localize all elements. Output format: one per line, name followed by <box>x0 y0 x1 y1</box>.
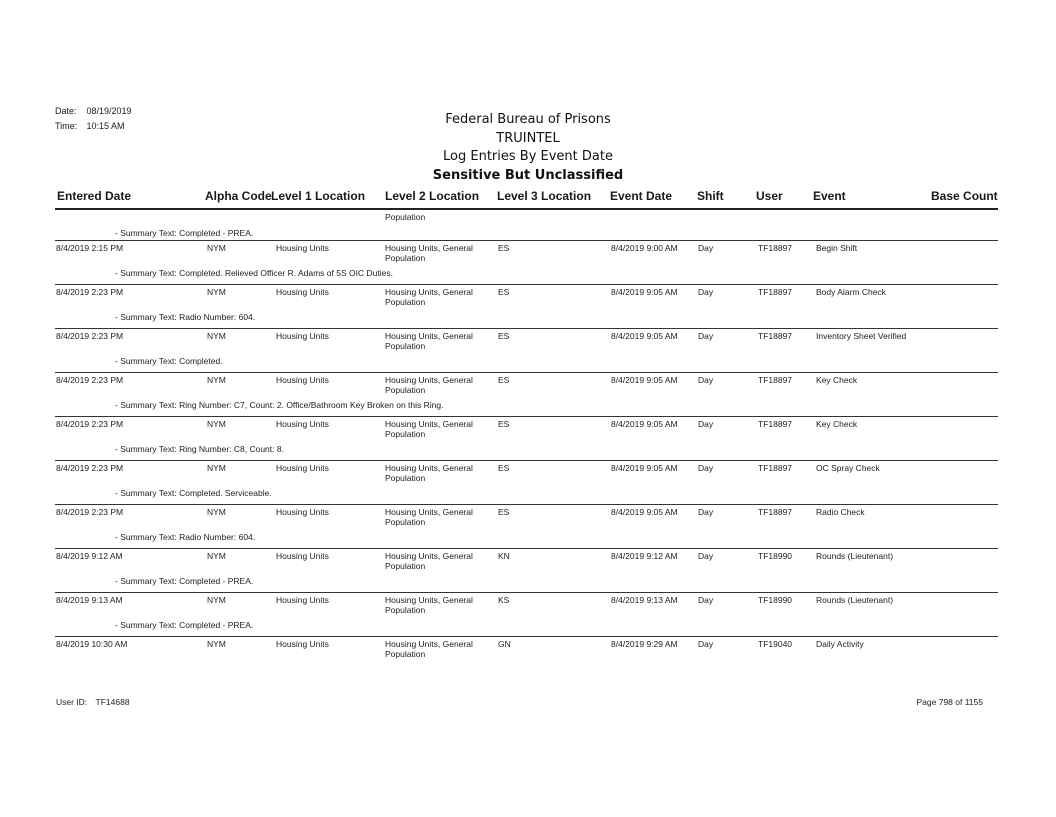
entered-date: 8/4/2019 2:23 PM <box>56 419 124 429</box>
level3-location: KN <box>498 551 510 561</box>
event-date: 8/4/2019 9:05 AM <box>611 287 678 297</box>
continued-summary: - Summary Text: Completed - PREA. <box>115 228 254 238</box>
row-divider <box>55 636 998 637</box>
level3-location: ES <box>498 419 510 429</box>
alpha-code: NYM <box>207 331 226 341</box>
date-value: 08/19/2019 <box>86 106 132 116</box>
event: Key Check <box>816 419 858 429</box>
user: TF18897 <box>758 463 793 473</box>
entered-date: 8/4/2019 2:15 PM <box>56 243 124 253</box>
level1-location: Housing Units <box>276 507 329 517</box>
alpha-code: NYM <box>207 243 226 253</box>
level2-location: Housing Units, General Population <box>385 507 473 527</box>
user: TF18897 <box>758 375 793 385</box>
entered-date: 8/4/2019 2:23 PM <box>56 331 124 341</box>
level3-location: ES <box>498 375 510 385</box>
footer-user <box>56 697 130 707</box>
shift: Day <box>698 287 714 297</box>
event-date: 8/4/2019 9:12 AM <box>611 551 678 561</box>
title-classification: Sensitive But Unclassified <box>432 167 624 183</box>
row-divider <box>55 328 998 329</box>
level1-location: Housing Units <box>276 463 329 473</box>
date-label: Date: <box>55 106 77 116</box>
summary-text: - Summary Text: Radio Number: 604. <box>115 532 256 542</box>
col-entered-date: Entered Date <box>57 189 132 203</box>
summary-text: - Summary Text: Completed. Serviceable. <box>115 488 272 498</box>
shift: Day <box>698 595 714 605</box>
level1-location: Housing Units <box>276 331 329 341</box>
level3-location: KS <box>498 595 510 605</box>
summary-text: - Summary Text: Completed. Relieved Officer R. Adams of 5S OIC Duties. <box>115 268 393 278</box>
alpha-code: NYM <box>207 639 226 649</box>
level1-location: Housing Units <box>276 639 329 649</box>
row-divider <box>55 592 998 593</box>
page-number: Page 798 of 1155 <box>916 697 983 707</box>
level2-location: Housing Units, General Population <box>385 419 473 439</box>
alpha-code: NYM <box>207 595 226 605</box>
level2-location: Housing Units, General Population <box>385 287 473 307</box>
level1-location: Housing Units <box>276 287 329 297</box>
row-divider <box>55 504 998 505</box>
footer-user-label: User ID: <box>56 697 88 707</box>
level1-location: Housing Units <box>276 243 329 253</box>
entered-date: 8/4/2019 2:23 PM <box>56 463 124 473</box>
alpha-code: NYM <box>207 551 226 561</box>
level3-location: ES <box>498 507 510 517</box>
level1-location: Housing Units <box>276 551 329 561</box>
level2-location: Housing Units, General Population <box>385 463 473 483</box>
event: Begin Shift <box>816 243 858 253</box>
level1-location: Housing Units <box>276 375 329 385</box>
continued-level2: Population <box>385 212 426 222</box>
col-level3: Level 3 Location <box>497 189 592 203</box>
time-label: Time: <box>55 121 78 131</box>
entered-date: 8/4/2019 2:23 PM <box>56 287 124 297</box>
entered-date: 8/4/2019 9:12 AM <box>56 551 123 561</box>
shift: Day <box>698 331 714 341</box>
shift: Day <box>698 463 714 473</box>
shift: Day <box>698 551 714 561</box>
event: Rounds (Lieutenant) <box>816 595 894 605</box>
time-value: 10:15 AM <box>86 121 125 131</box>
level2-location: Housing Units, General Population <box>385 331 473 351</box>
summary-text: - Summary Text: Completed. <box>115 356 223 366</box>
col-base-count: Base Count <box>931 189 998 203</box>
entered-date: 8/4/2019 2:23 PM <box>56 375 124 385</box>
event-date: 8/4/2019 9:00 AM <box>611 243 678 253</box>
alpha-code: NYM <box>207 507 226 517</box>
event: Radio Check <box>816 507 865 517</box>
user: TF18990 <box>758 551 793 561</box>
summary-text: - Summary Text: Completed - PREA. <box>115 576 254 586</box>
col-user: User <box>756 189 783 203</box>
row-divider <box>55 548 998 549</box>
level2-location: Housing Units, General Population <box>385 551 473 571</box>
col-event-date: Event Date <box>610 189 673 203</box>
user: TF19040 <box>758 639 793 649</box>
event-date: 8/4/2019 9:05 AM <box>611 419 678 429</box>
event-date: 8/4/2019 9:05 AM <box>611 375 678 385</box>
event-date: 8/4/2019 9:29 AM <box>611 639 678 649</box>
level3-location: GN <box>498 639 511 649</box>
report-title <box>0 111 1056 185</box>
shift: Day <box>698 419 714 429</box>
row-divider <box>55 240 998 241</box>
level1-location: Housing Units <box>276 419 329 429</box>
row-divider <box>55 460 998 461</box>
level3-location: ES <box>498 331 510 341</box>
user: TF18897 <box>758 507 793 517</box>
event: Daily Activity <box>816 639 864 649</box>
level2-location: Housing Units, General Population <box>385 639 473 659</box>
summary-text: - Summary Text: Ring Number: C7, Count: 2. Office/Bathroom Key Broken on this Ring. <box>115 400 444 410</box>
col-event: Event <box>813 189 846 203</box>
user: TF18897 <box>758 243 793 253</box>
event: Inventory Sheet Verified <box>816 331 907 341</box>
title-system: TRUINTEL <box>496 130 560 146</box>
level2-location: Housing Units, General Population <box>385 243 473 263</box>
entered-date: 8/4/2019 10:30 AM <box>56 639 128 649</box>
row-divider <box>55 372 998 373</box>
event-date: 8/4/2019 9:05 AM <box>611 331 678 341</box>
shift: Day <box>698 375 714 385</box>
col-shift: Shift <box>697 189 724 203</box>
title-report: Log Entries By Event Date <box>443 149 613 164</box>
user: TF18990 <box>758 595 793 605</box>
level3-location: ES <box>498 463 510 473</box>
shift: Day <box>698 243 714 253</box>
event: Key Check <box>816 375 858 385</box>
alpha-code: NYM <box>207 463 226 473</box>
title-agency: Federal Bureau of Prisons <box>445 112 611 127</box>
col-level2: Level 2 Location <box>385 189 480 203</box>
level3-location: ES <box>498 287 510 297</box>
row-divider <box>55 416 998 417</box>
user: TF18897 <box>758 331 793 341</box>
user: TF18897 <box>758 419 793 429</box>
shift: Day <box>698 507 714 517</box>
level2-location: Housing Units, General Population <box>385 595 473 615</box>
summary-text: - Summary Text: Radio Number: 604. <box>115 312 256 322</box>
shift: Day <box>698 639 714 649</box>
event-date: 8/4/2019 9:13 AM <box>611 595 678 605</box>
col-level1: Level 1 Location <box>271 189 366 203</box>
col-alpha-code: Alpha Code <box>205 189 272 203</box>
alpha-code: NYM <box>207 287 226 297</box>
header-divider <box>55 208 998 210</box>
summary-text: - Summary Text: Completed - PREA. <box>115 620 254 630</box>
footer-user-id: TF14688 <box>95 697 130 707</box>
event: OC Spray Check <box>816 463 880 473</box>
level3-location: ES <box>498 243 510 253</box>
alpha-code: NYM <box>207 375 226 385</box>
alpha-code: NYM <box>207 419 226 429</box>
entered-date: 8/4/2019 2:23 PM <box>56 507 124 517</box>
row-divider <box>55 284 998 285</box>
event: Rounds (Lieutenant) <box>816 551 894 561</box>
user: TF18897 <box>758 287 793 297</box>
event-date: 8/4/2019 9:05 AM <box>611 463 678 473</box>
level2-location: Housing Units, General Population <box>385 375 473 395</box>
level1-location: Housing Units <box>276 595 329 605</box>
summary-text: - Summary Text: Ring Number: C8, Count: 8. <box>115 444 284 454</box>
event-date: 8/4/2019 9:05 AM <box>611 507 678 517</box>
event: Body Alarm Check <box>816 287 886 297</box>
entered-date: 8/4/2019 9:13 AM <box>56 595 123 605</box>
